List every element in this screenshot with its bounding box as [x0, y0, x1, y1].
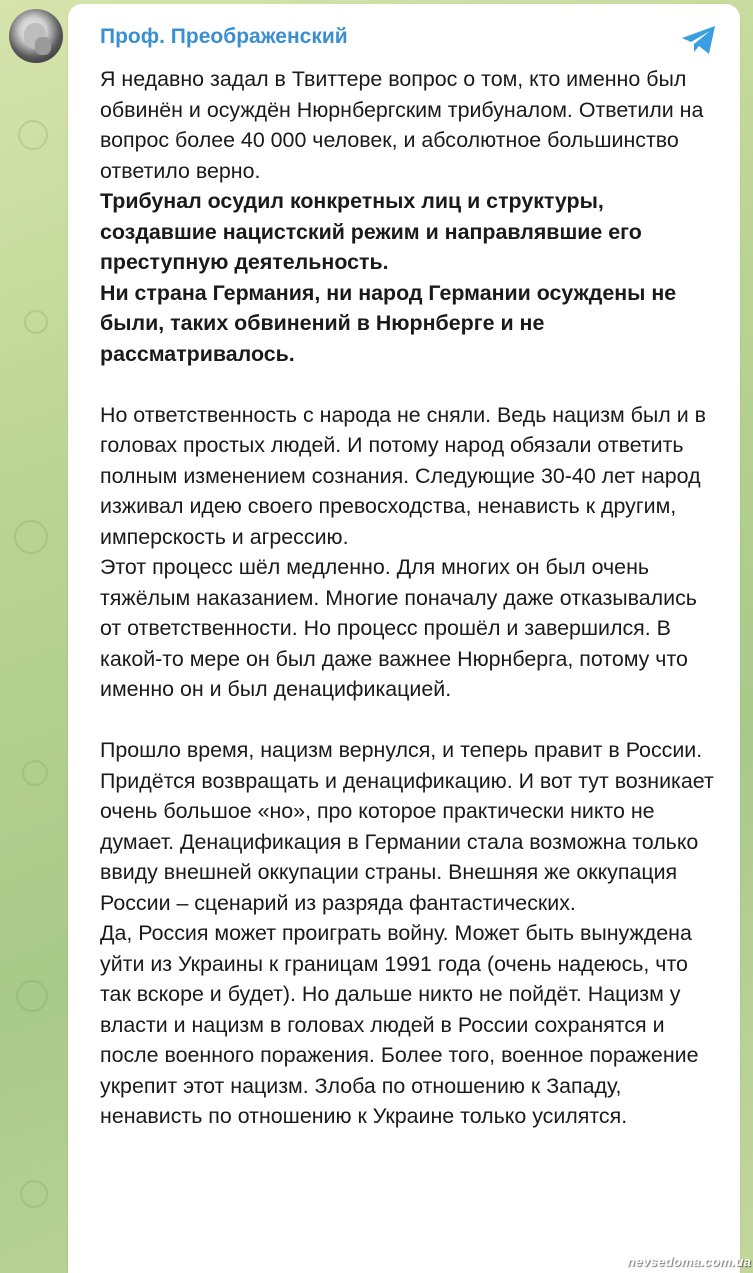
- wallpaper-doodle: [14, 520, 48, 554]
- wallpaper-doodle: [18, 120, 48, 150]
- message-paragraph: Да, Россия может проиграть войну. Может быть вынуждена уйти из Украины к границам 1991 года (очень надеюсь, что так вскоре и будет). Но дальше никто не пойдёт. Нацизм у власти и нацизм в головах людей в России сохранятся и после военного поражения. Более того, военное поражение укрепит этот нацизм. Злоба по отношению к Западу, ненависть по отношению к Украине только усилятся.: [100, 921, 699, 1128]
- sender-name[interactable]: Проф. Преображенский: [100, 25, 348, 48]
- site-watermark: nevsedoma.com.ua: [627, 1254, 751, 1269]
- message-paragraph: Этот процесс шёл медленно. Для многих он был очень тяжёлым наказанием. Многие поначалу даже отказывались от ответственности. Но процесс прошёл и завершился. В какой-то мере он был даже важнее Нюрнберга, потому что именно он и был денацификацией.: [100, 555, 697, 701]
- message-paragraph: Я недавно задал в Твиттере вопрос о том, кто именно был обвинён и осуждён Нюрнбергским трибуналом. Ответили на вопрос более 40 000 человек, и абсолютное большинство ответило верно.: [100, 67, 704, 183]
- message-paragraph: Но ответственность с народа не сняли. Ведь нацизм был и в головах простых людей. И потому народ обязали ответить полным изменением сознания. Следующие 30-40 лет народ изживал идею своего превосходства, ненависть к другим, имперскость и агрессию.: [100, 402, 706, 549]
- message-paragraph: Прошло время, нацизм вернулся, и теперь правит в России. Придётся возвращать и денацификацию. И вот тут возникает очень большое «но», про которое практически никто не думает. Денацификация в Германии стала возможна только ввиду внешней оккупации страны. Внешняя же оккупация России – сценарий из разряда фантастических.: [100, 738, 714, 915]
- wallpaper-doodle: [24, 310, 48, 334]
- message-paragraph-bold: Ни страна Германия, ни народ Германии осуждены не были, таких обвинений в Нюрнберге и не рассматривалось.: [100, 280, 677, 366]
- wallpaper-doodle: [16, 980, 48, 1012]
- sender-avatar[interactable]: [9, 9, 63, 63]
- telegram-icon: [680, 24, 718, 56]
- message-bubble: [68, 4, 740, 1273]
- message-text: [100, 64, 720, 1132]
- wallpaper-doodle: [20, 1180, 48, 1208]
- message-paragraph-bold: Трибунал осудил конкретных лиц и структуры, создавшие нацистский режим и направлявшие его преступную деятельность.: [100, 189, 642, 274]
- avatar-hand: [35, 37, 51, 55]
- wallpaper-doodle: [22, 760, 48, 786]
